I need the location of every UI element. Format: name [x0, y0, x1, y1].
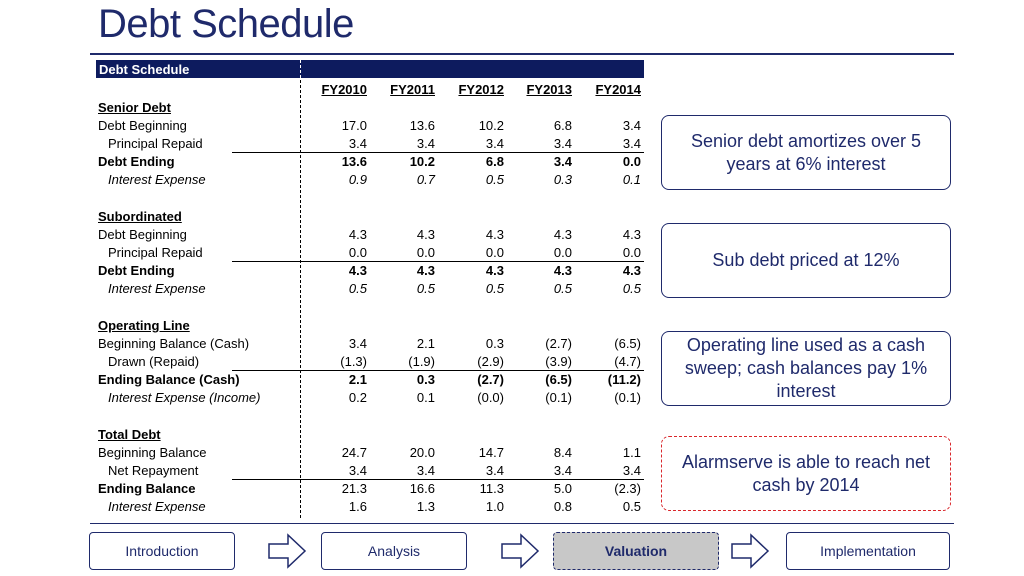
arrow-right-icon: [266, 531, 308, 571]
table-cell: 20.0: [409, 445, 435, 460]
column-header: FY2014: [595, 82, 641, 97]
table-cell: 24.7: [341, 445, 367, 460]
table-cell: 3.4: [553, 463, 572, 478]
table-cell: 21.3: [341, 481, 367, 496]
table-cell: (4.7): [614, 354, 641, 369]
table-cell: 4.3: [485, 263, 504, 278]
table-cell: 14.7: [478, 445, 504, 460]
row-label: Interest Expense: [108, 281, 206, 296]
table-cell: 0.5: [485, 172, 504, 187]
table-cell: 13.6: [341, 154, 367, 169]
row-label: Net Repayment: [108, 463, 199, 478]
table-cell: 3.4: [553, 154, 572, 169]
title-rule: [90, 53, 954, 55]
nav-valuation-button[interactable]: Valuation: [553, 532, 719, 570]
note-net-cash: Alarmserve is able to reach net cash by 2014: [661, 436, 951, 511]
table-cell: 4.3: [553, 263, 572, 278]
row-label: Drawn (Repaid): [108, 354, 200, 369]
table-cell: 0.5: [553, 281, 572, 296]
note-operating-line: Operating line used as a cash sweep; cash balances pay 1% interest: [661, 331, 951, 406]
table-cell: 0.0: [553, 245, 572, 260]
table-cell: 2.1: [348, 372, 367, 387]
row-label: Ending Balance: [98, 481, 196, 496]
subtotal-rule: [232, 261, 644, 262]
table-cell: 4.3: [622, 263, 641, 278]
table-cell: (3.9): [545, 354, 572, 369]
table-cell: 1.1: [622, 445, 641, 460]
table-cell: 6.8: [553, 118, 572, 133]
table-cell: 1.6: [348, 499, 367, 514]
table-cell: 3.4: [622, 136, 641, 151]
table-cell: (0.0): [477, 390, 504, 405]
table-cell: (0.1): [614, 390, 641, 405]
table-cell: 1.3: [416, 499, 435, 514]
table-cell: 0.9: [348, 172, 367, 187]
column-header: FY2013: [526, 82, 572, 97]
table-cell: (2.7): [545, 336, 572, 351]
row-label: Interest Expense: [108, 172, 206, 187]
table-cell: 3.4: [348, 463, 367, 478]
note-sub-debt: Sub debt priced at 12%: [661, 223, 951, 298]
row-label: Beginning Balance (Cash): [98, 336, 250, 351]
column-header: FY2010: [321, 82, 367, 97]
table-cell: 4.3: [348, 263, 367, 278]
row-label: Ending Balance (Cash): [98, 372, 240, 387]
column-header: FY2011: [390, 82, 435, 97]
row-label: Debt Beginning: [98, 118, 187, 133]
nav-introduction-button[interactable]: Introduction: [89, 532, 235, 570]
table-cell: 3.4: [416, 463, 435, 478]
table-cell: 4.3: [416, 263, 435, 278]
table-cell: 0.3: [553, 172, 572, 187]
subtotal-rule: [232, 479, 644, 480]
table-cell: 1.0: [485, 499, 504, 514]
table-cell: 0.0: [622, 154, 641, 169]
row-label: Debt Ending: [98, 154, 175, 169]
nav-analysis-button[interactable]: Analysis: [321, 532, 467, 570]
table-cell: 5.0: [553, 481, 572, 496]
table-header-bar: [96, 60, 644, 78]
table-cell: 3.4: [348, 336, 367, 351]
table-cell: 10.2: [478, 118, 504, 133]
table-cell: 4.3: [416, 227, 435, 242]
table-cell: (2.9): [477, 354, 504, 369]
table-cell: 3.4: [416, 136, 435, 151]
table-cell: (0.1): [545, 390, 572, 405]
table-cell: (11.2): [607, 372, 641, 387]
table-cell: 0.5: [622, 499, 641, 514]
table-cell: 0.0: [622, 245, 641, 260]
table-cell: 0.5: [348, 281, 367, 296]
table-cell: 0.5: [485, 281, 504, 296]
table-cell: 3.4: [553, 136, 572, 151]
row-label: Principal Repaid: [108, 136, 203, 151]
column-divider: [300, 60, 301, 518]
table-cell: 4.3: [485, 227, 504, 242]
row-label: Interest Expense (Income): [108, 390, 261, 405]
subtotal-rule: [232, 370, 644, 371]
footer-rule: [90, 523, 954, 524]
row-label: Debt Beginning: [98, 227, 187, 242]
table-cell: 3.4: [485, 463, 504, 478]
table-cell: 4.3: [348, 227, 367, 242]
subtotal-rule: [232, 152, 644, 153]
table-cell: (1.9): [408, 354, 435, 369]
table-cell: 0.1: [416, 390, 435, 405]
row-label: Principal Repaid: [108, 245, 203, 260]
section-heading: Operating Line: [98, 318, 190, 333]
table-cell: 0.5: [416, 281, 435, 296]
table-cell: 3.4: [485, 136, 504, 151]
table-cell: 0.0: [416, 245, 435, 260]
table-cell: 3.4: [622, 463, 641, 478]
table-cell: 11.3: [479, 481, 504, 496]
page-title: Debt Schedule: [98, 2, 354, 46]
table-cell: 3.4: [622, 118, 641, 133]
arrow-right-icon: [499, 531, 541, 571]
table-cell: 0.2: [348, 390, 367, 405]
section-heading: Subordinated: [98, 209, 182, 224]
table-cell: 0.3: [416, 372, 435, 387]
row-label: Debt Ending: [98, 263, 175, 278]
arrow-right-icon: [729, 531, 771, 571]
column-header: FY2012: [458, 82, 504, 97]
table-cell: 17.0: [341, 118, 367, 133]
table-cell: (1.3): [340, 354, 367, 369]
row-label: Beginning Balance: [98, 445, 207, 460]
table-cell: 8.4: [553, 445, 572, 460]
table-cell: (6.5): [614, 336, 641, 351]
table-cell: 2.1: [416, 336, 435, 351]
note-senior-debt: Senior debt amortizes over 5 years at 6% interest: [661, 115, 951, 190]
table-cell: 13.6: [409, 118, 435, 133]
table-cell: 4.3: [553, 227, 572, 242]
nav-implementation-button[interactable]: Implementation: [786, 532, 950, 570]
table-cell: 0.5: [622, 281, 641, 296]
table-cell: 10.2: [409, 154, 435, 169]
table-cell: (6.5): [545, 372, 572, 387]
table-cell: 0.3: [485, 336, 504, 351]
section-heading: Total Debt: [98, 427, 161, 442]
table-cell: 0.1: [622, 172, 641, 187]
table-cell: (2.7): [477, 372, 504, 387]
table-cell: 4.3: [622, 227, 641, 242]
table-cell: 6.8: [485, 154, 504, 169]
table-cell: 16.6: [409, 481, 435, 496]
section-heading: Senior Debt: [98, 100, 171, 115]
table-cell: 0.7: [416, 172, 435, 187]
table-cell: 3.4: [348, 136, 367, 151]
table-cell: (2.3): [614, 481, 641, 496]
table-cell: 0.8: [553, 499, 572, 514]
table-cell: 0.0: [485, 245, 504, 260]
table-title: Debt Schedule: [99, 62, 190, 77]
header-divider: [300, 60, 301, 78]
table-cell: 0.0: [348, 245, 367, 260]
row-label: Interest Expense: [108, 499, 206, 514]
